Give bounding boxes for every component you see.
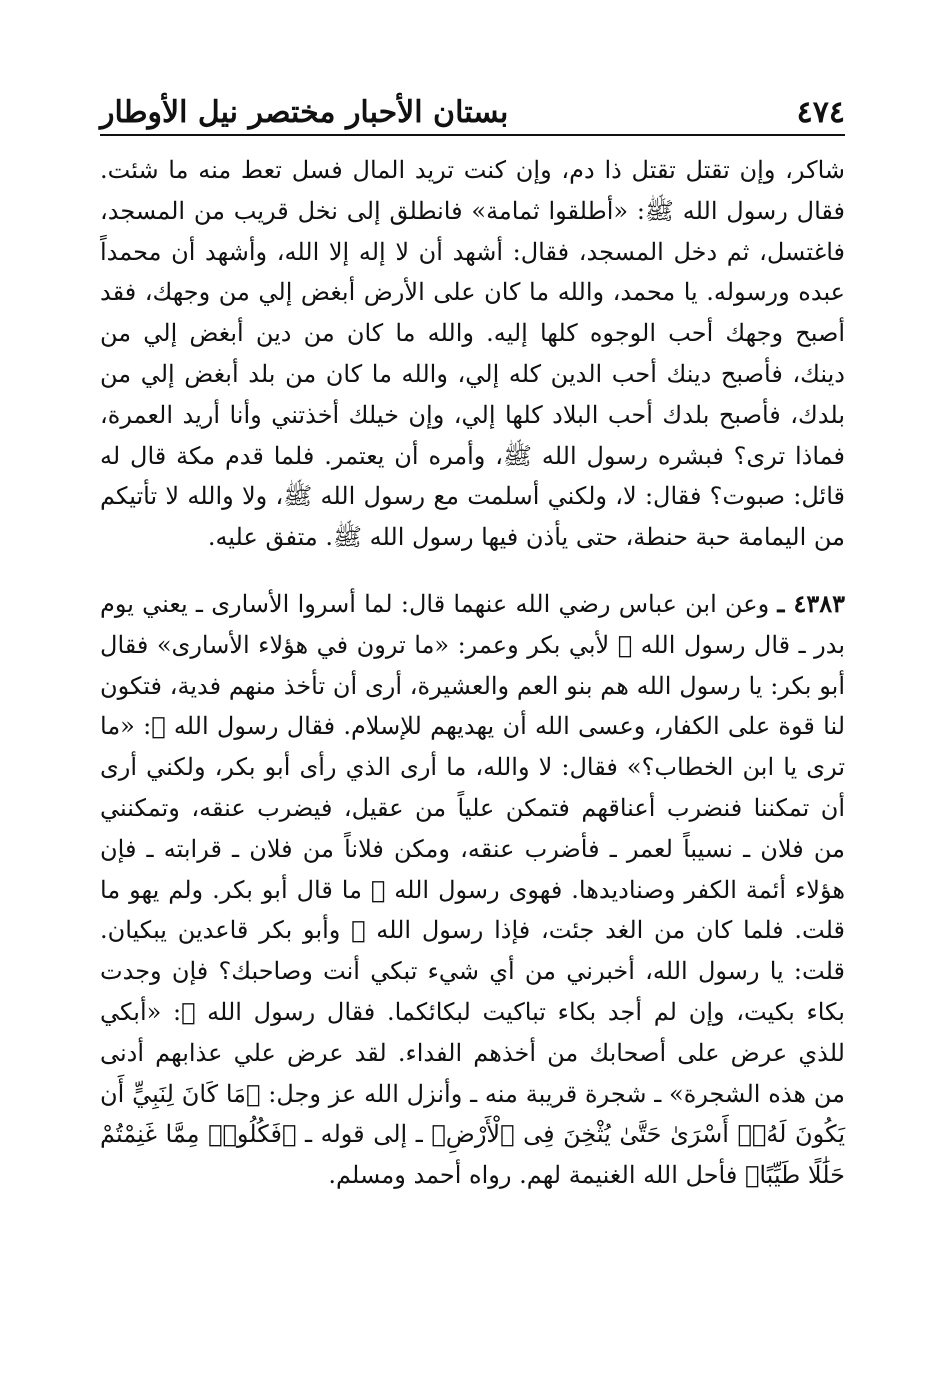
page-number: ٤٧٤ [796, 95, 845, 130]
hadith-paragraph [100, 584, 845, 1196]
paragraph-continuation [100, 150, 845, 558]
body-text [100, 150, 845, 1196]
paragraph-text: وعن ابن عباس رضي الله عنهما قال: لما أسروا الأسارى ـ يعني يوم بدر ـ قال رسول الله ﷺ لأبي بكر وعمر: «ما ترون في هؤلاء الأسارى» فقال أبو بكر: يا رسول الله هم بنو العم والعشيرة، أرى أن تأخذ منهم فدية، فتكون لنا قوة على الكفار، وعسى الله أن يهديهم للإسلام. فقال رسول الله ﷺ: «ما ترى يا ابن الخطاب؟» فقال: لا والله، ما أرى الذي رأى أبو بكر، ولكني أرى أن تمكننا فنضرب أعناقهم فتمكن علياً من عقيل، فيضرب عنقه، وتمكنني من فلان ـ نسيباً لعمر ـ فأضرب عنقه، ومكن فلاناً من فلان ـ قرابته ـ فإن هؤلاء أئمة الكفر وصناديدها. فهوى رسول الله ﷺ ما قال أبو بكر. ولم يهو ما قلت. فلما كان من الغد جئت، فإذا رسول الله ﷺ وأبو بكر قاعدين يبكيان. قلت: يا رسول الله، أخبرني من أي شيء تبكي أنت وصاحبك؟ فإن وجدت بكاء بكيت، وإن لم أجد بكاء تباكيت لبكائكما. فقال رسول الله ﷺ: «أبكي للذي عرض على أصحابك من أخذهم الفداء. لقد عرض علي عذابهم أدنى من هذه الشجرة» ـ شجرة قريبة منه ـ وأنزل الله عز وجل: ﴿مَا كَانَ لِنَبِيٍّ أَن يَكُونَ لَهُۥٓ أَسْرَىٰ حَتَّىٰ يُثْخِنَ فِى ٱلْأَرْضِ﴾ ـ إلى قوله ـ ﴿فَكُلُوا۟ مِمَّا غَنِمْتُمْ حَلَٰلًا طَيِّبًا﴾ فأحل الله الغنيمة لهم. رواه أحمد ومسلم. [100, 589, 845, 1190]
page-header [100, 86, 845, 136]
book-title: بستان الأحبار مختصر نيل الأوطار [100, 95, 509, 130]
paragraph-text: شاكر، وإن تقتل تقتل ذا دم، وإن كنت تريد المال فسل تعط منه ما شئت. فقال رسول الله ﷺ: «أطلقوا ثمامة» فانطلق إلى نخل قريب من المسجد، فاغتسل، ثم دخل المسجد، فقال: أشهد أن لا إله إلا الله، وأشهد أن محمداً عبده ورسوله. يا محمد، والله ما كان على الأرض أبغض إلي من وجهك، فقد أصبح وجهك أحب الوجوه كلها إليه. والله ما كان من دين أبغض إلي من دينك، فأصبح دينك أحب الدين كله إلي، والله ما كان من بلد أبغض إلي من بلدك، فأصبح بلدك أحب البلاد كلها إلي، وإن خيلك أخذتني وأنا أريد العمرة، فماذا ترى؟ فبشره رسول الله ﷺ، وأمره أن يعتمر. فلما قدم مكة قال له قائل: صبوت؟ فقال: لا، ولكني أسلمت مع رسول الله ﷺ، ولا والله لا تأتيكم من اليمامة حبة حنطة، حتى يأذن فيها رسول الله ﷺ. متفق عليه. [100, 156, 845, 552]
hadith-number: ٤٣٨٣ ـ [777, 588, 845, 618]
